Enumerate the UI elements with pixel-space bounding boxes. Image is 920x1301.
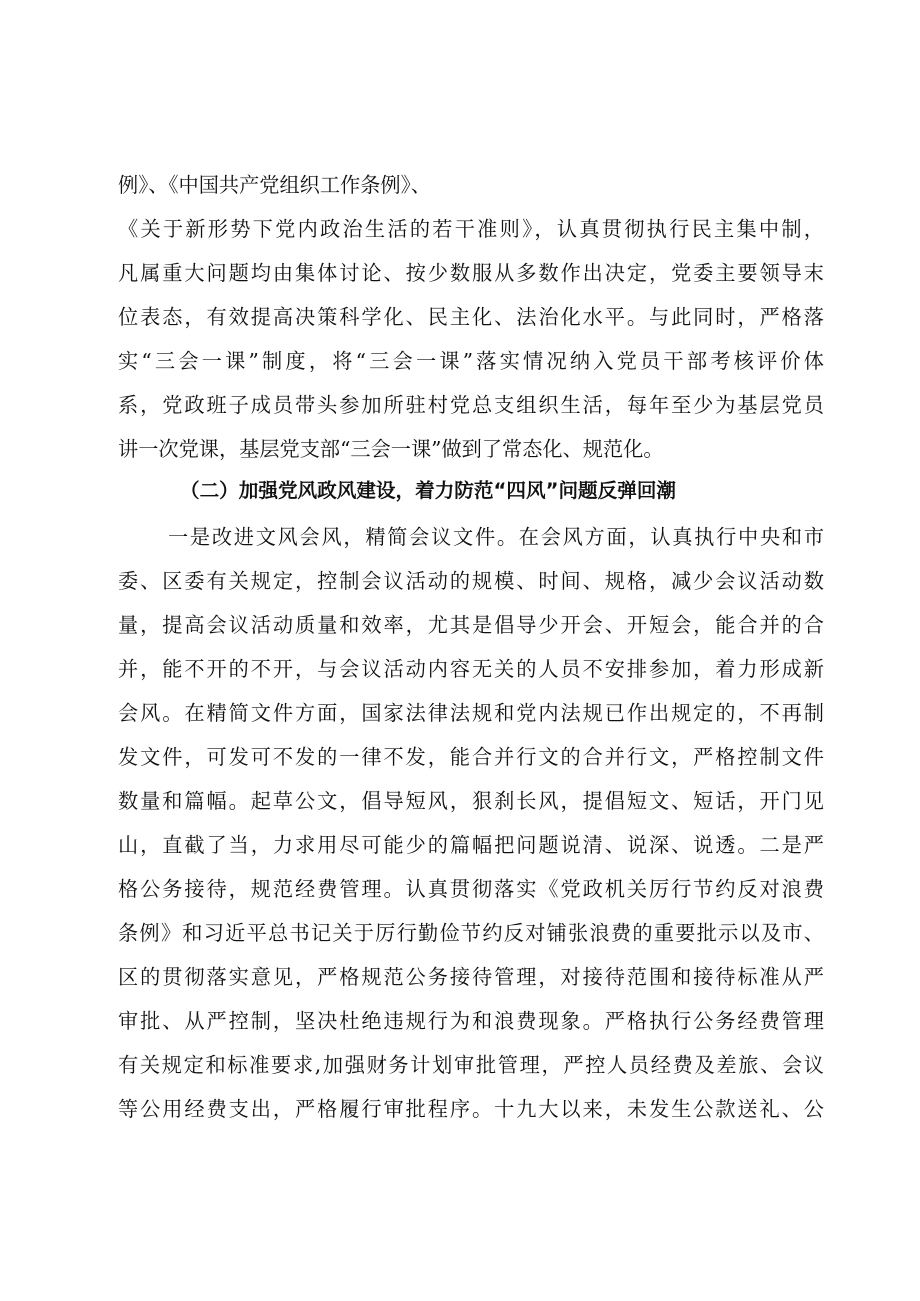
text-line: 数量和篇幅。起草公文，倡导短风，狠刹长风，提倡短文、短话，开门见	[118, 789, 824, 813]
text-line: 位表态，有效提高决策科学化、民主化、法治化水平。与此同时，严格落	[118, 305, 824, 329]
text-line: 并，能不开的不开，与会议活动内容无关的人员不安排参加，着力形成新	[118, 657, 824, 681]
text-line: 凡属重大问题均由集体讨论、按少数服从多数作出决定，党委主要领导末	[118, 261, 824, 285]
text-line: 《关于新形势下党内政治生活的若干准则》，认真贯彻执行民主集中制，	[118, 217, 824, 241]
text-line: 讲一次党课，基层党支部“三会一课”做到了常态化、规范化。	[118, 437, 664, 461]
text-line: 审批、从严控制，坚决杜绝违规行为和浪费现象。严格执行公务经费管理	[118, 1009, 824, 1033]
text-line: 会风。在精简文件方面，国家法律法规和党内法规已作出规定的，不再制	[118, 701, 824, 725]
text-line: 例》、《中国共产党组织工作条例》、	[118, 173, 431, 197]
text-line: 区的贯彻落实意见，严格规范公务接待管理，对接待范围和接待标准从严	[118, 965, 824, 989]
text-line: 量，提高会议活动质量和效率，尤其是倡导少开会、开短会，能合并的合	[118, 613, 824, 637]
paragraph-first-line: 一是改进文风会风，精简会议文件。在会风方面，认真执行中央和市	[168, 525, 824, 549]
text-line: 委、区委有关规定，控制会议活动的规模、时间、规格，减少会议活动数	[118, 569, 824, 593]
text-line: 系，党政班子成员带头参加所驻村党总支组织生活，每年至少为基层党员	[118, 393, 824, 417]
text-line: 发文件，可发可不发的一律不发，能合并行文的合并行文，严格控制文件	[118, 745, 824, 769]
text-line: 实“三会一课”制度，将“三会一课”落实情况纳入党员干部考核评价体	[118, 349, 824, 373]
section-heading: （二）加强党风政风建设，着力防范“四风”问题反弹回潮	[180, 479, 677, 502]
text-line: 有关规定和标准要求,加强财务计划审批管理，严控人员经费及差旅、会议	[118, 1053, 824, 1077]
text-line: 条例》和习近平总书记关于厉行勤俭节约反对铺张浪费的重要批示以及市、	[118, 921, 824, 945]
text-line: 格公务接待，规范经费管理。认真贯彻落实《党政机关厉行节约反对浪费	[118, 877, 824, 901]
text-line: 等公用经费支出，严格履行审批程序。十九大以来，未发生公款送礼、公	[118, 1097, 824, 1121]
text-line: 山，直截了当，力求用尽可能少的篇幅把问题说清、说深、说透。二是严	[118, 833, 824, 857]
